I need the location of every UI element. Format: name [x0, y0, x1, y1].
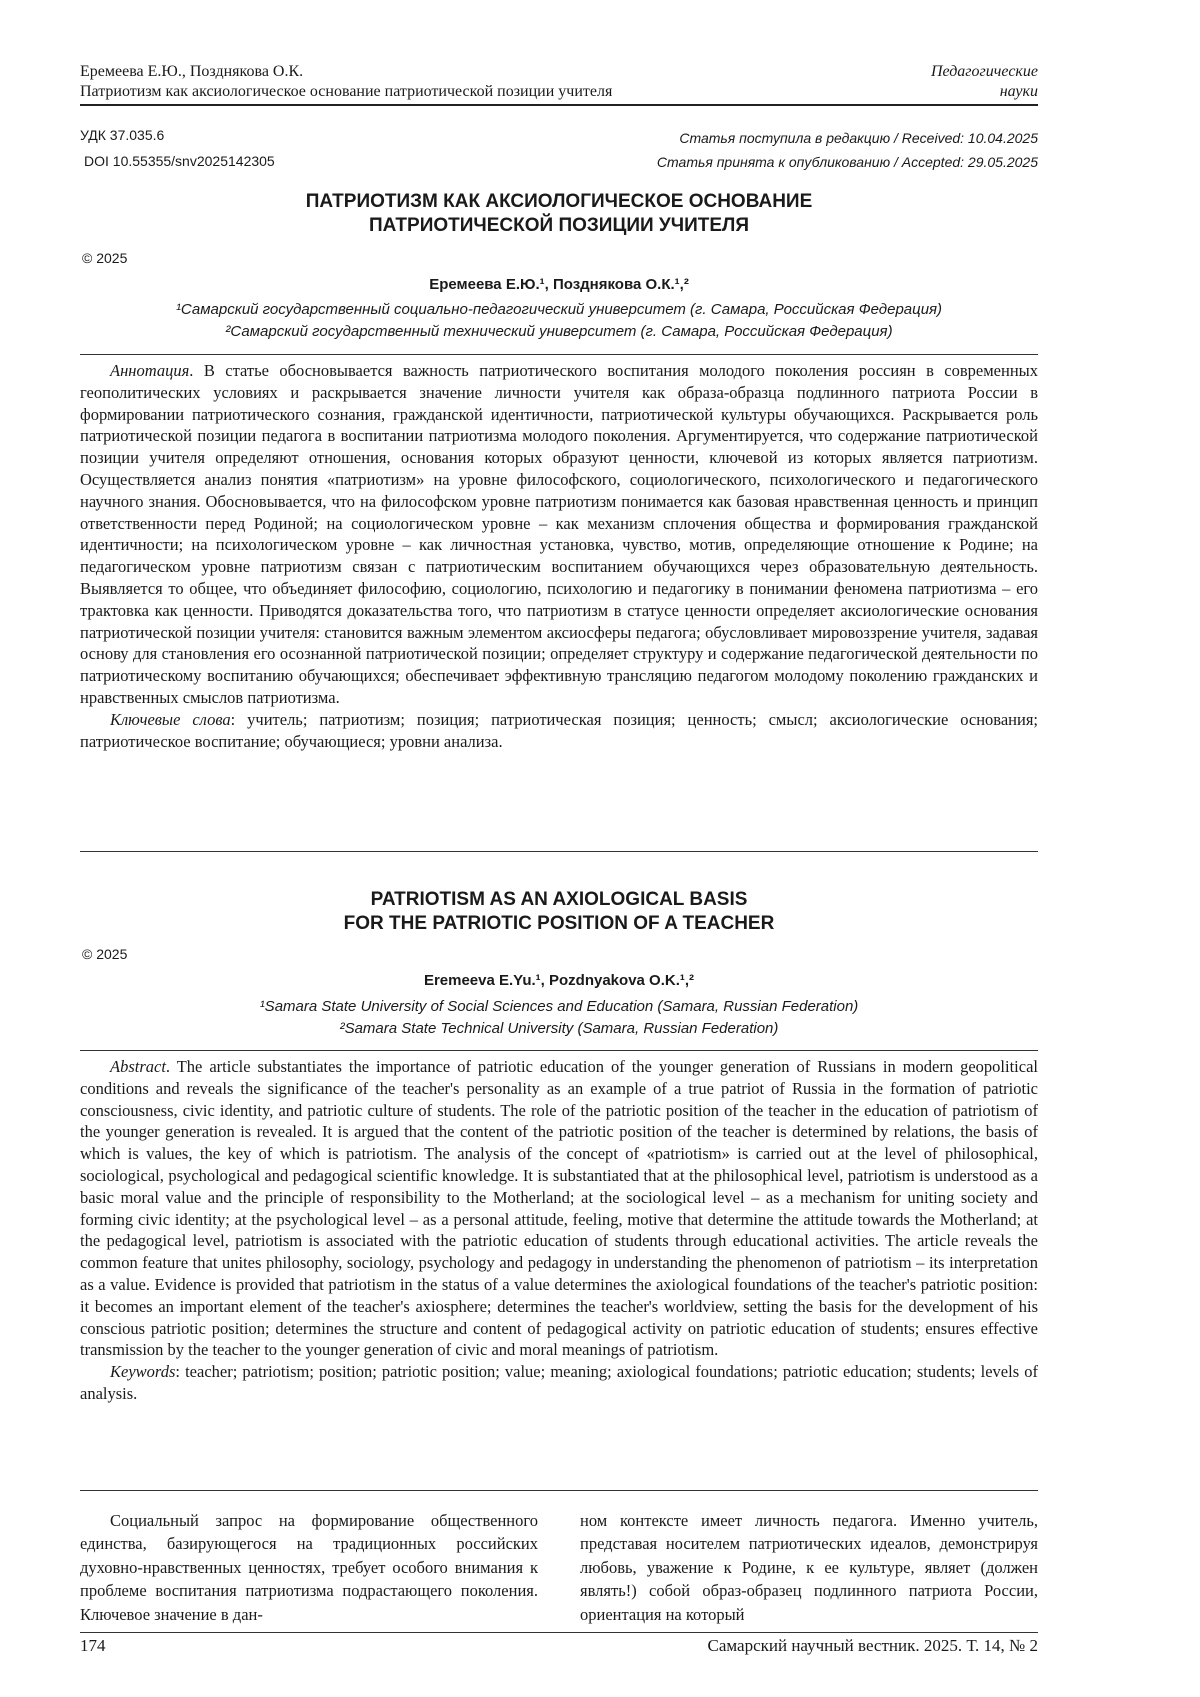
copyright-ru: © 2025	[82, 250, 128, 266]
abstract-en-top-rule	[80, 1050, 1038, 1051]
title-ru-line1: ПАТРИОТИЗМ КАК АКСИОЛОГИЧЕСКОЕ ОСНОВАНИЕ	[305, 191, 813, 212]
received-date: Статья поступила в редакцию / Received: 10.04.2025	[679, 130, 1038, 146]
abstract-ru	[80, 360, 1038, 752]
abstract-ru-bottom-rule	[80, 851, 1038, 852]
journal-citation: Самарский научный вестник. 2025. Т. 14, № 2	[707, 1636, 1038, 1655]
affiliation-en-2: ²Samara State Technical University (Samara, Russian Federation)	[339, 1020, 779, 1037]
keywords-ru-label: Ключевые слова	[110, 709, 231, 729]
running-header-left	[80, 62, 612, 102]
keywords-ru-paragraph	[80, 709, 1038, 753]
affiliations-ru	[80, 299, 1038, 343]
affiliation-ru-2: ²Самарский государственный технический университет (г. Самара, Российская Федерация)	[225, 323, 893, 340]
affiliation-en-1: ¹Samara State University of Social Sciences and Education (Samara, Russian Federation)	[259, 998, 859, 1015]
abstract-en	[80, 1056, 1038, 1405]
abstract-ru-label: Аннотация	[110, 361, 190, 380]
abstract-en-bottom-rule	[80, 1490, 1038, 1491]
running-header-section-line2: науки	[999, 83, 1038, 100]
body-left-text: Социальный запрос на формирование общественного единства, базирующегося на традиционных российских духовно-нравственных ценностях, требует особого внимания к проблеме воспитания патриотизма подрастающего поколения. Ключевое значение в дан-	[80, 1511, 538, 1624]
accepted-date: Статья принята к опубликованию / Accepted: 29.05.2025	[656, 154, 1038, 170]
abstract-ru-top-rule	[80, 354, 1038, 355]
title-ru-line2: ПАТРИОТИЧЕСКОЙ ПОЗИЦИИ УЧИТЕЛЯ	[368, 215, 750, 236]
authors-en: Eremeeva E.Yu.¹, Pozdnyakova O.K.¹,²	[423, 972, 695, 989]
doi: DOI 10.55355/snv2025142305	[84, 153, 275, 169]
authors-ru: Еремеева Е.Ю.¹, Позднякова О.К.¹,²	[429, 276, 689, 293]
keywords-ru-text: : учитель; патриотизм; позиция; патриотическая позиция; ценность; смысл; аксиологические основания; патриотическое воспитание; обучающиеся; уровни анализа.	[80, 709, 1038, 751]
running-header-section	[931, 62, 1038, 102]
footer-rule	[80, 1632, 1038, 1633]
abstract-en-paragraph	[80, 1056, 1038, 1361]
title-en-line1: PATRIOTISM AS AN AXIOLOGICAL BASIS	[370, 889, 748, 910]
affiliations-en	[80, 996, 1038, 1040]
body-right-text: ном контексте имеет личность педагога. Именно учитель, представая носителем патриотических идеалов, демонстрируя любовь, уважение к Родине, к ее культуре, являет (должен являть!) собой образ-образец подлинного патриота России, ориентация на который	[580, 1511, 1038, 1624]
copyright-en: © 2025	[82, 946, 128, 962]
page-number: 174	[80, 1636, 106, 1655]
abstract-ru-paragraph	[80, 360, 1038, 709]
udc-code: УДК 37.035.6	[80, 127, 165, 143]
title-en-line2: FOR THE PATRIOTIC POSITION OF A TEACHER	[343, 913, 775, 934]
running-header-authors: Еремеева Е.Ю., Позднякова О.К.	[80, 63, 304, 80]
title-en	[80, 888, 1038, 936]
abstract-ru-text: . В статье обосновывается важность патриотического воспитания молодого поколения россиян в современных геополитических условиях и раскрывается значение личности учителя как образа-образца подлинного патриота России в формировании патриотического сознания, гражданской идентичности, патриотической культуры обучающихся. Раскрывается роль патриотической позиции педагога в воспитании патриотизма молодого поколения. Аргументируется, что содержание патриотической позиции учителя определяют отношения, основания которых образуют ценности, ключевой из которых является патриотизм. Осуществляется анализ понятия «патриотизм» на уровне философского, социологического, психологического и педагогического научного знания. Обосновывается, что на философском уровне патриотизм понимается как базовая нравственная ценность и принцип ответственности перед Родиной; на социологическом уровне – как механизм сплочения общества и формирования гражданской идентичности; на психологическом уровне – как личностная установка, чувство, мотив, определяющие отношение к Родине; на педагогическом уровне патриотизм связан с патриотическим воспитанием обучающихся через образовательную деятельность. Выявляется то общее, что объединяет философию, социологию, психологию и педагогику в понимании феномена патриотизма – его трактовка как ценности. Приводятся доказательства того, что патриотизм в статусе ценности определяет аксиологические основания патриотической позиции учителя: становится важным элементом аксиосферы педагога; обусловливает мировоззрение учителя, задавая основу для становления его осознанной патриотической позиции; определяет структуру и содержание педагогической деятельности по патриотическому воспитанию обучающихся; обеспечивает эффективную трансляцию педагогом молодому поколению гражданских и нравственных смыслов патриотизма.	[80, 361, 1038, 707]
title-ru	[80, 190, 1038, 238]
running-header-title: Патриотизм как аксиологическое основание патриотической позиции учителя	[80, 83, 613, 100]
abstract-en-label: Abstract	[110, 1057, 166, 1076]
keywords-en-text: : teacher; patriotism; position; patriotic position; value; meaning; axiological foundations; patriotic education; students; levels of analysis.	[80, 1362, 1038, 1403]
abstract-en-text: . The article substantiates the importance of patriotic education of the younger generation of Russians in modern geopolitical conditions and reveals the significance of the teacher's personality as an example of a true patriot of Russia in the formation of patriotic consciousness, civic identity, and patriotic culture of students. The role of the patriotic position of the teacher in the education of patriotism of the younger generation is revealed. It is argued that the content of the patriotic position of the teacher is determined by relations, the basis of which is values, the key of which is patriotism. The analysis of the concept of «patriotism» is carried out at the level of philosophical, sociological, psychological and pedagogical scientific knowledge. It is substantiated that at the philosophical level, patriotism is understood as a basic moral value and the principle of responsibility to the Motherland; at the sociological level – as a mechanism for uniting society and forming civic identity; at the psychological level – as a personal attitude, feeling, motive that determine the attitude towards the Motherland; at the pedagogical level, patriotism is associated with the patriotic education of students through educational activities. The article reveals the common feature that unites philosophy, sociology, psychology and pedagogy in understanding the phenomenon of patriotism – its interpretation as a value. Evidence is provided that patriotism in the status of a value determines the axiological foundations of the teacher's patriotic position: it becomes an important element of the teacher's axiosphere; determines the teacher's worldview, setting the basis for the development of his conscious patriotic position; determines the structure and content of pedagogical activity on patriotic education of students; ensures effective transmission by the teacher to the younger generation of civic and moral meanings of patriotism.	[80, 1057, 1038, 1360]
body-column-left	[80, 1509, 538, 1626]
keywords-en-label: Keywords	[110, 1362, 176, 1382]
body-column-right	[580, 1509, 1038, 1626]
header-rule	[80, 104, 1038, 106]
running-header-section-line1: Педагогические	[930, 63, 1038, 80]
affiliation-ru-1: ¹Самарский государственный социально-педагогический университет (г. Самара, Российская Федерация)	[175, 301, 943, 318]
keywords-en-paragraph	[80, 1361, 1038, 1405]
